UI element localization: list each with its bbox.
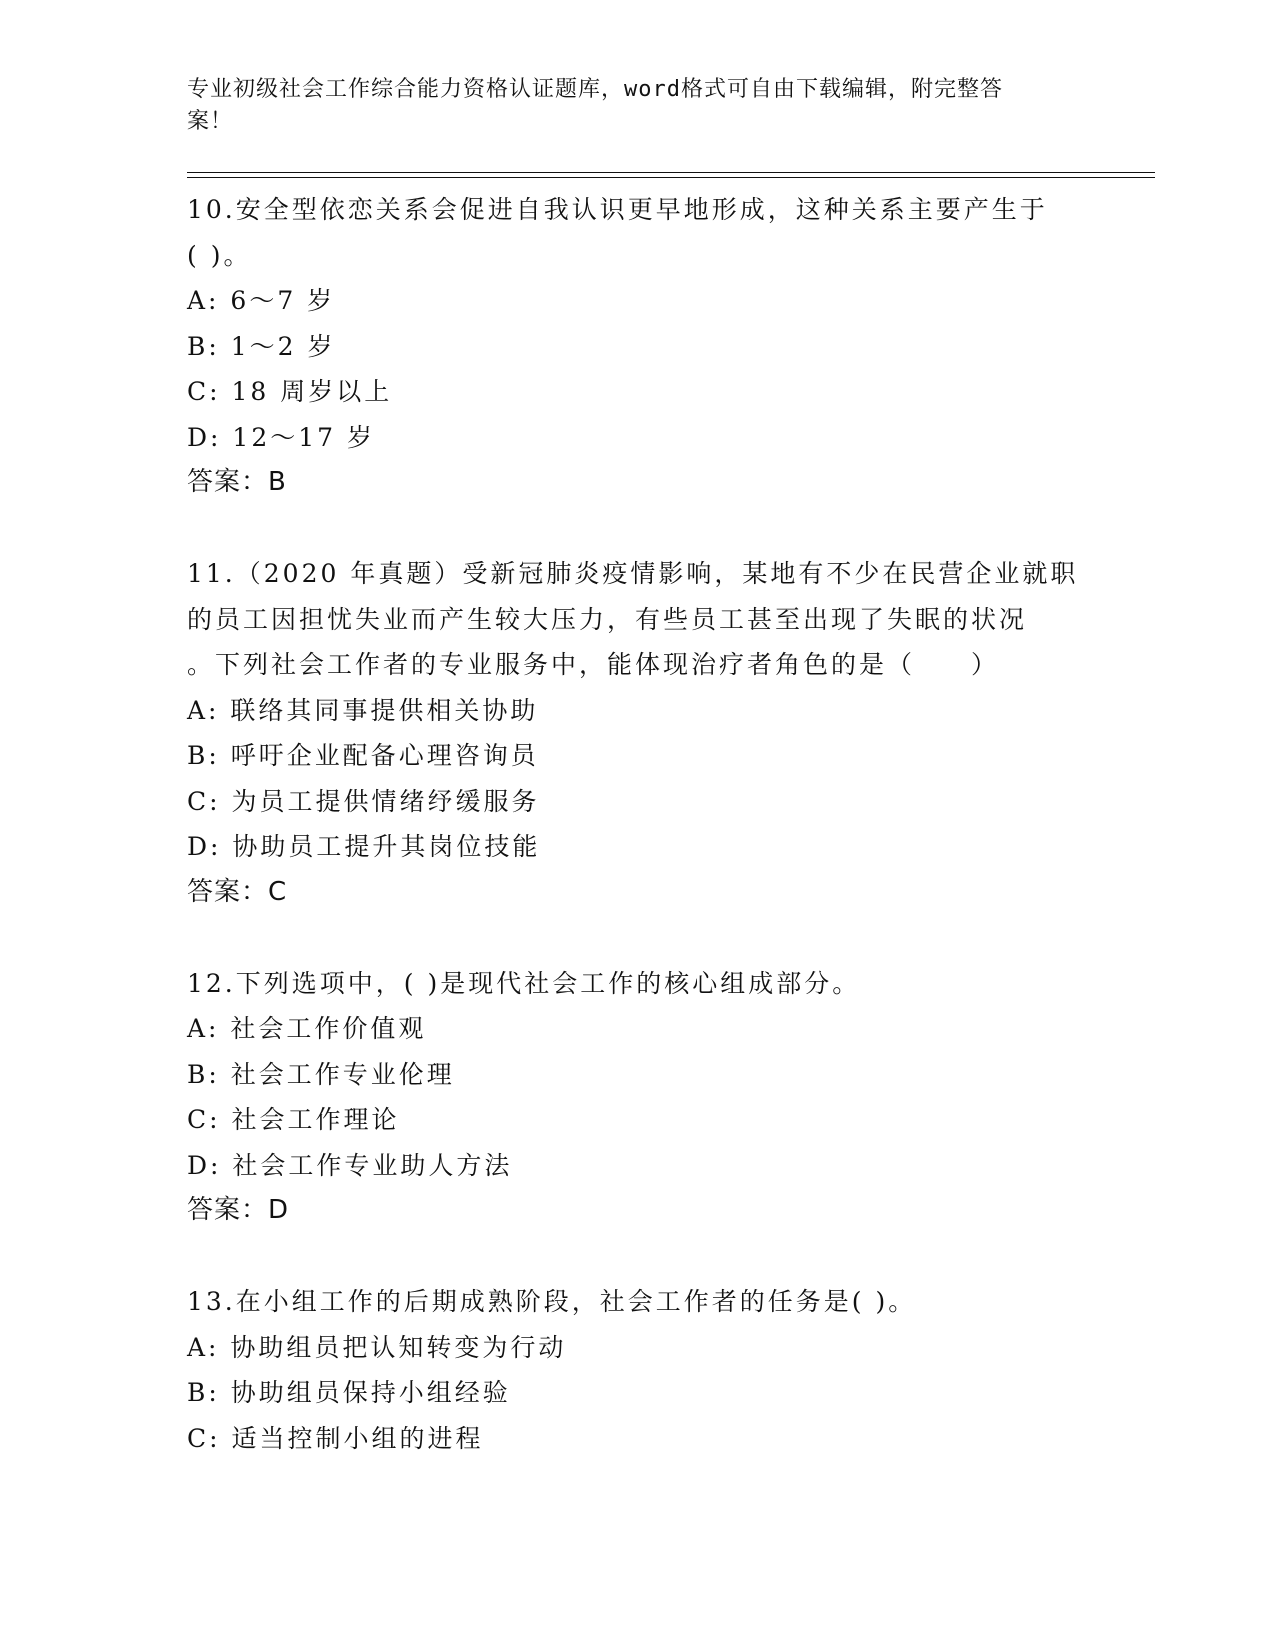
option-b: B: 呼吁企业配备心理咨询员 (187, 741, 539, 770)
header-line-1: 专业初级社会工作综合能力资格认证题库，word格式可自由下载编辑，附完整答 (187, 77, 1003, 102)
question-stem: 11.（2020 年真题）受新冠肺炎疫情影响，某地有不少在民营企业就职 (187, 559, 1079, 588)
question-10 (187, 187, 1087, 506)
question-stem: ( )。 (187, 240, 252, 270)
header-divider-top (187, 172, 1155, 173)
spacer (187, 1234, 1087, 1280)
option-c: C: 社会工作理论 (187, 1105, 400, 1134)
document-header (187, 74, 1067, 138)
option-a: A: 6～7 岁 (187, 286, 336, 315)
option-b: B: 社会工作专业伦理 (187, 1059, 455, 1089)
header-line-2: 案！ (187, 109, 234, 134)
option-b: B: 协助组员保持小组经验 (187, 1378, 511, 1407)
option-b: B: 1～2 岁 (187, 331, 336, 361)
option-c: C: 为员工提供情绪纾缓服务 (187, 786, 540, 816)
option-c: C: 18 周岁以上 (187, 377, 393, 406)
question-stem: 13.在小组工作的后期成熟阶段，社会工作者的任务是( )。 (187, 1287, 917, 1316)
answer: 答案：C (187, 876, 288, 907)
option-d: D: 社会工作专业助人方法 (187, 1150, 513, 1180)
question-11 (187, 551, 1087, 915)
answer: 答案：B (187, 467, 287, 497)
spacer (187, 506, 1087, 552)
option-d: D: 12～17 岁 (187, 422, 375, 452)
option-a: A: 协助组员把认知转变为行动 (187, 1332, 567, 1362)
option-c: C: 适当控制小组的进程 (187, 1423, 484, 1453)
question-stem: 10.安全型依恋关系会促进自我认识更早地形成，这种关系主要产生于 (187, 195, 1048, 224)
question-12 (187, 961, 1087, 1234)
header-divider-bottom (187, 177, 1155, 178)
question-13 (187, 1279, 1087, 1461)
option-a: A: 社会工作价值观 (187, 1014, 427, 1043)
question-list (187, 187, 1087, 1461)
option-d: D: 协助员工提升其岗位技能 (187, 832, 541, 861)
spacer (187, 915, 1087, 961)
question-stem: 12.下列选项中，( )是现代社会工作的核心组成部分。 (187, 968, 861, 998)
question-stem: 的员工因担忧失业而产生较大压力，有些员工甚至出现了失眠的状况 (187, 604, 1028, 634)
answer: 答案：D (187, 1195, 290, 1225)
option-a: A: 联络其同事提供相关协助 (187, 695, 539, 725)
question-stem: 。下列社会工作者的专业服务中，能体现治疗者角色的是（ ） (187, 650, 1000, 679)
